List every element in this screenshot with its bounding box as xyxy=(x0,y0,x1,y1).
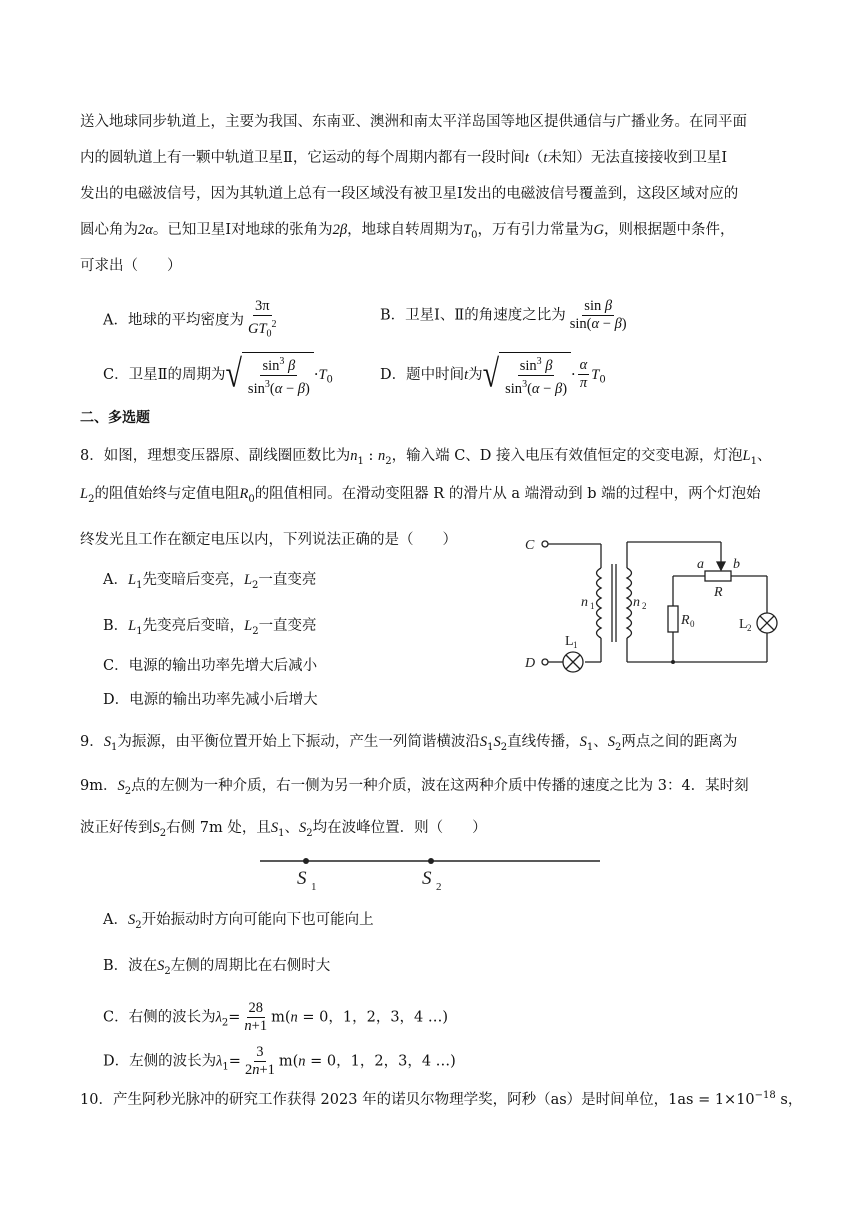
q7-line-4: 圆心角为2α。已知卫星Ⅰ对地球的张角为2β，地球自转周期为$T_0$，万有引力常量为G，则根据题中条件， xyxy=(80,222,735,241)
primary-coil xyxy=(597,568,602,638)
label-l2: L xyxy=(739,617,748,632)
svg-text:1: 1 xyxy=(573,640,578,650)
q7-option-c[interactable]: C．卫星Ⅱ的周期为 √ $\frac{\sin^3 \beta}{\sin^3(\alpha - \beta)}$ $\cdot T_0$ xyxy=(103,352,333,397)
section-multiple-choice: 二、多选题 xyxy=(80,410,150,426)
q7-option-d[interactable]: D．题中时间t为 √ $\frac{\sin^3 \beta}{\sin^3(\alpha - \beta)}$ · $\frac{\alpha}{\pi}$ $T_0$ xyxy=(380,352,606,397)
point-s1 xyxy=(303,858,309,864)
svg-text:2: 2 xyxy=(747,623,752,633)
q9-line-2: 9m．$S_2$点的左侧为一种介质，右一侧为另一种介质，波在这两种介质中传播的速度之比为 3：4．某时刻 xyxy=(80,778,749,797)
q10-line-1: 10．产生阿秒光脉冲的研究工作获得 2023 年的诺贝尔物理学奖，阿秒（as）是时间单位，$1as = 1\times 10^{-18}$ s， xyxy=(80,1090,803,1108)
q8-line-2: $L_2$的阻值始终与定值电阻$R_0$的阻值相同。在滑动变阻器 R 的滑片从 a 端滑动到 b 端的过程中，两个灯泡始 xyxy=(80,486,761,505)
transformer-circuit-diagram xyxy=(515,528,795,678)
label-r0: R xyxy=(681,613,690,628)
svg-text:1: 1 xyxy=(311,881,317,893)
terminal-c xyxy=(542,541,548,547)
label-s1: S xyxy=(297,868,307,889)
label-n2: n xyxy=(633,595,640,610)
label-b: b xyxy=(733,557,740,572)
resistor-r0 xyxy=(668,606,678,632)
q9-option-b[interactable]: B．波在$S_2$左侧的周期比在右侧时大 xyxy=(103,958,331,977)
q7-option-a[interactable]: A．地球的平均密度为 $\frac{3\pi}{GT_0^2}$ xyxy=(103,298,277,340)
rheostat-r xyxy=(705,571,731,581)
q8-line-3: 终发光且工作在额定电压以内，下列说法正确的是（ ） xyxy=(80,532,457,548)
q9-line-1: 9．$S_1$为振源，由平衡位置开始上下振动，产生一列简谐横波沿$S_1S_2$直线传播，$S_1$、$S_2$两点之间的距离为 xyxy=(80,734,738,753)
q8-option-b[interactable]: B．$L_1$先变亮后变暗，$L_2$一直变亮 xyxy=(103,618,317,637)
label-l1: L xyxy=(565,634,574,649)
q7-option-b[interactable]: B．卫星Ⅰ、Ⅱ的角速度之比为 $\frac{\text{sin β}}{\sin(\alpha - \beta)}$ xyxy=(380,298,627,332)
wave-line-diagram xyxy=(255,852,605,896)
label-r: R xyxy=(714,585,723,600)
svg-text:0: 0 xyxy=(690,619,695,629)
label-c: C xyxy=(525,538,535,553)
q9-option-a[interactable]: A．$S_2$开始振动时方向可能向下也可能向上 xyxy=(103,912,374,931)
q7-line-1: 送入地球同步轨道上，主要为我国、东南亚、澳洲和南太平洋岛国等地区提供通信与广播业务。在同平面 xyxy=(80,114,747,130)
svg-text:2: 2 xyxy=(436,881,442,893)
q7-line-2: 内的圆轨道上有一颗中轨道卫星Ⅱ，它运动的每个周期内都有一段时间t（t未知）无法直接接收到卫星Ⅰ xyxy=(80,150,728,166)
label-n1: n xyxy=(581,595,588,610)
q8-option-d[interactable]: D．电源的输出功率先减小后增大 xyxy=(103,692,318,708)
q9-option-d[interactable]: D．左侧的波长为$\lambda_1=$ $\frac{3}{2n+1}$ m(n = 0，1，2，3，4 …) xyxy=(103,1044,456,1078)
svg-text:2: 2 xyxy=(642,601,647,611)
label-d: D xyxy=(525,656,536,671)
q9-option-c[interactable]: C．右侧的波长为$\lambda_2=$ $\frac{28}{n+1}$ m(n = 0，1，2，3，4 …) xyxy=(103,1000,449,1034)
q8-line-1: 8．如图，理想变压器原、副线圈匝数比为$n_1$ : $n_2$，输入端 C、D 接入电压有效值恒定的交变电源，灯泡$L_1$、 xyxy=(80,448,772,467)
q7-line-5: 可求出（ ） xyxy=(80,258,182,274)
label-s2: S xyxy=(422,868,432,889)
label-a: a xyxy=(697,557,704,572)
q7-line-3: 发出的电磁波信号，因为其轨道上总有一段区域没有被卫星Ⅰ发出的电磁波信号覆盖到，这段区域对应的 xyxy=(80,186,739,202)
svg-text:1: 1 xyxy=(590,601,595,611)
q9-line-3: 波正好传到$S_2$右侧 7m 处，且$S_1$、$S_2$均在波峰位置．则（ ） xyxy=(80,820,487,839)
q8-option-a[interactable]: A．$L_1$先变暗后变亮，$L_2$一直变亮 xyxy=(103,572,317,591)
secondary-coil xyxy=(627,568,632,638)
point-s2 xyxy=(428,858,434,864)
q8-option-c[interactable]: C．电源的输出功率先增大后减小 xyxy=(103,658,318,674)
slider-arrow xyxy=(717,562,725,570)
terminal-d xyxy=(542,659,548,665)
